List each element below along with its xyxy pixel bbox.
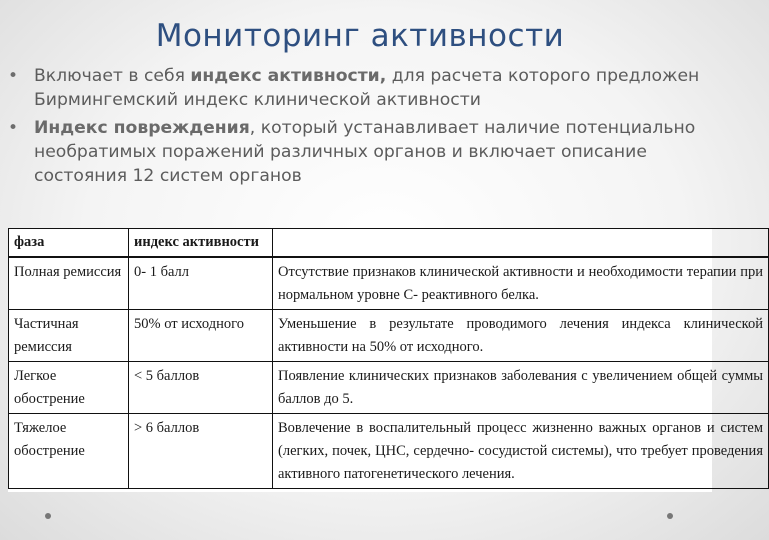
cell-phase: Легкое обострение xyxy=(9,362,129,414)
bullet-item xyxy=(8,64,708,112)
cell-description: Появление клинических признаков заболевания с увеличением общей суммы баллов до 5. xyxy=(273,362,769,414)
bullet-bold-term: индекс активности, xyxy=(190,66,387,86)
table-row xyxy=(9,257,769,310)
bullet-list xyxy=(8,64,708,192)
cell-index: > 6 баллов xyxy=(129,414,273,489)
slide-title: Мониторинг активности xyxy=(155,18,565,54)
cell-phase: Частичная ремиссия xyxy=(9,310,129,362)
cell-index: < 5 баллов xyxy=(129,362,273,414)
header-activity-index: индекс активности xyxy=(129,229,273,258)
header-phase: фаза xyxy=(9,229,129,258)
activity-table-image xyxy=(8,228,763,492)
bullet-text: Включает в себя xyxy=(34,66,191,86)
cell-description: Вовлечение в воспалительный процесс жизненно важных органов и систем (легких, почек, ЦНС, сердечно- сосудистой системы), что требует проведения активного патогенетического лечения. xyxy=(273,414,769,489)
cell-description: Отсутствие признаков клинической активности и необходимости терапии при нормальном уровне С- реактивного белка. xyxy=(273,257,769,310)
cell-phase: Полная ремиссия xyxy=(9,257,129,310)
nav-dot-left-icon xyxy=(45,513,51,519)
bullet-item xyxy=(8,116,708,188)
bullet-bold-term: Индекс повреждения xyxy=(34,118,250,138)
cell-description: Уменьшение в результате проводимого лечения индекса клинической активности на 50% от исходного. xyxy=(273,310,769,362)
activity-table xyxy=(8,228,769,489)
cell-phase: Тяжелое обострение xyxy=(9,414,129,489)
table-header-row xyxy=(9,229,769,258)
bullet-dot-icon: • xyxy=(8,66,19,86)
bullet-dot-icon: • xyxy=(8,118,19,138)
table-row xyxy=(9,414,769,489)
bullet-text-rest: , который устанавливает наличие потенциально необратимых поражений различных органов и включает описание состояния 12 систем органов xyxy=(34,118,696,186)
table-row xyxy=(9,362,769,414)
nav-dot-right-icon xyxy=(667,513,673,519)
header-description xyxy=(273,229,769,258)
cell-index: 50% от исходного xyxy=(129,310,273,362)
bullet-text-rest: для расчета которого предложен Бирмингемский индекс клинической активности xyxy=(34,66,700,110)
table-row xyxy=(9,310,769,362)
cell-index: 0- 1 балл xyxy=(129,257,273,310)
